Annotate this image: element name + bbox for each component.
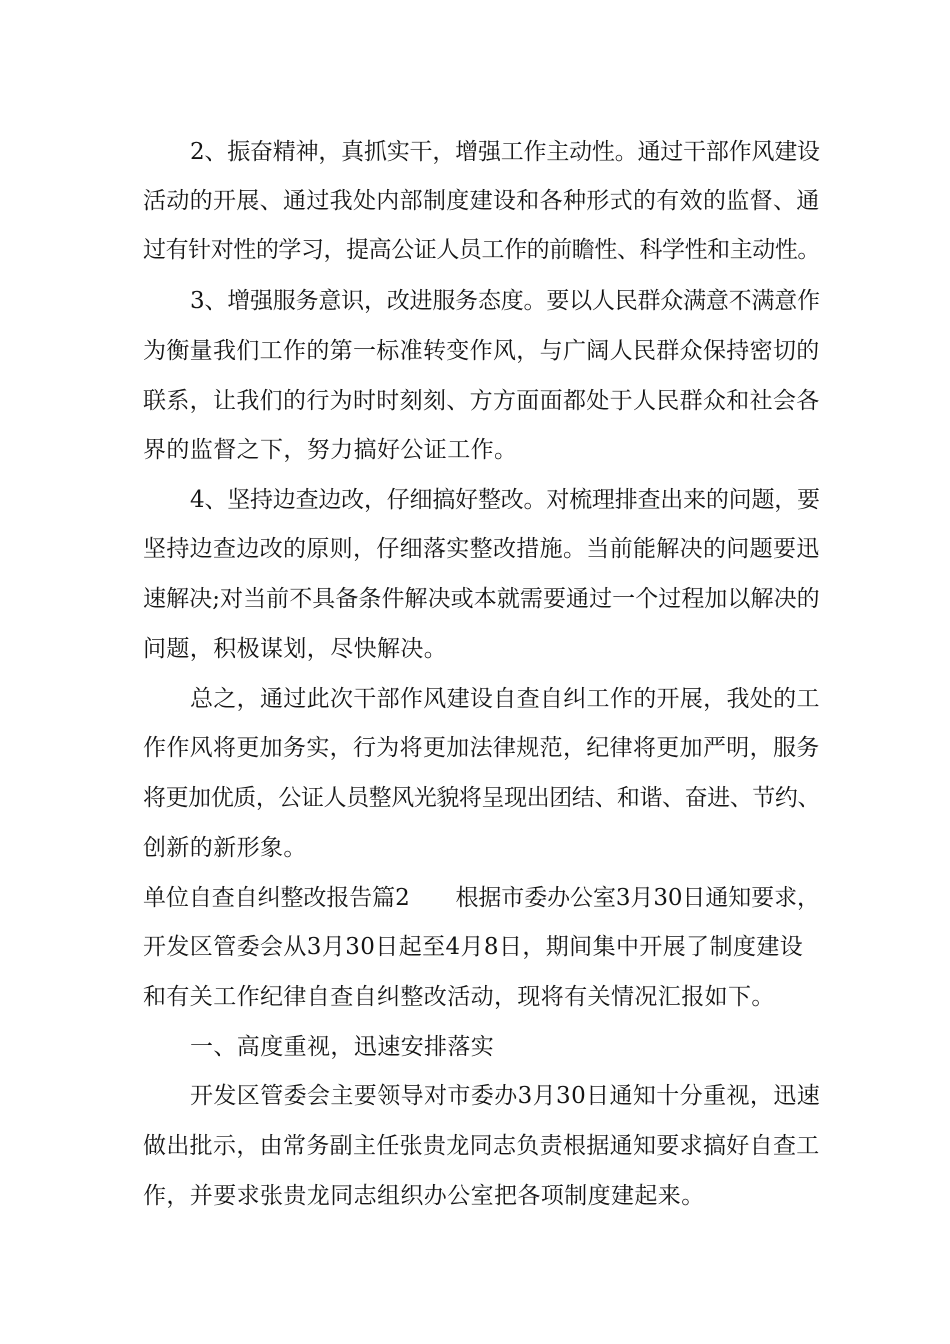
text-line: 界的监督之下，努力搞好公证工作。 <box>143 437 518 463</box>
text-line: 过有针对性的学习，提高公证人员工作的前瞻性、科学性和主动性。 <box>143 237 821 263</box>
text-line: 速解决;对当前不具备条件解决或本就需要通过一个过程加以解决的 <box>143 586 820 612</box>
text-line: 和有关工作纪律自查自纠整改活动，现将有关情况汇报如下。 <box>143 984 775 1010</box>
text-line: 作，并要求张贵龙同志组织办公室把各项制度建起来。 <box>143 1183 705 1209</box>
text-line: 为衡量我们工作的第一标准转变作风，与广阔人民群众保持密切的 <box>143 338 820 364</box>
text-line: 活动的开展、通过我处内部制度建设和各种形式的有效的监督、通 <box>143 188 820 214</box>
text-line: 3、增强服务意识，改进服务态度。要以人民群众满意不满意作 <box>190 288 820 314</box>
text-line: 创新的新形象。 <box>143 835 307 861</box>
text-line: 开发区管委会主要领导对市委办3月30日通知十分重视，迅速 <box>190 1083 821 1109</box>
text-line: 联系，让我们的行为时时刻刻、方方面面都处于人民群众和社会各 <box>143 388 820 414</box>
text-line: 4、坚持边查边改，仔细搞好整改。对梳理排查出来的问题，要 <box>190 487 820 513</box>
text-line: 将更加优质，公证人员整风光貌将呈现出团结、和谐、奋进、节约、 <box>143 785 821 811</box>
text-line: 问题，积极谋划，尽快解决。 <box>143 636 448 662</box>
text-line: 2、振奋精神，真抓实干，增强工作主动性。通过干部作风建设 <box>190 139 820 165</box>
text-line: 开发区管委会从3月30日起至4月8日，期间集中开展了制度建设 <box>143 934 804 960</box>
text-line: 单位自查自纠整改报告篇2 根据市委办公室3月30日通知要求， <box>143 885 820 911</box>
text-line: 作作风将更加务实，行为将更加法律规范，纪律将更加严明，服务 <box>143 735 820 761</box>
text-line: 做出批示，由常务副主任张贵龙同志负责根据通知要求搞好自查工 <box>143 1133 820 1159</box>
section-heading: 一、高度重视，迅速安排落实 <box>190 1034 495 1060</box>
text-line: 坚持边查边改的原则，仔细落实整改措施。当前能解决的问题要迅 <box>143 536 820 562</box>
text-line: 总之，通过此次干部作风建设自查自纠工作的开展，我处的工 <box>190 686 820 712</box>
